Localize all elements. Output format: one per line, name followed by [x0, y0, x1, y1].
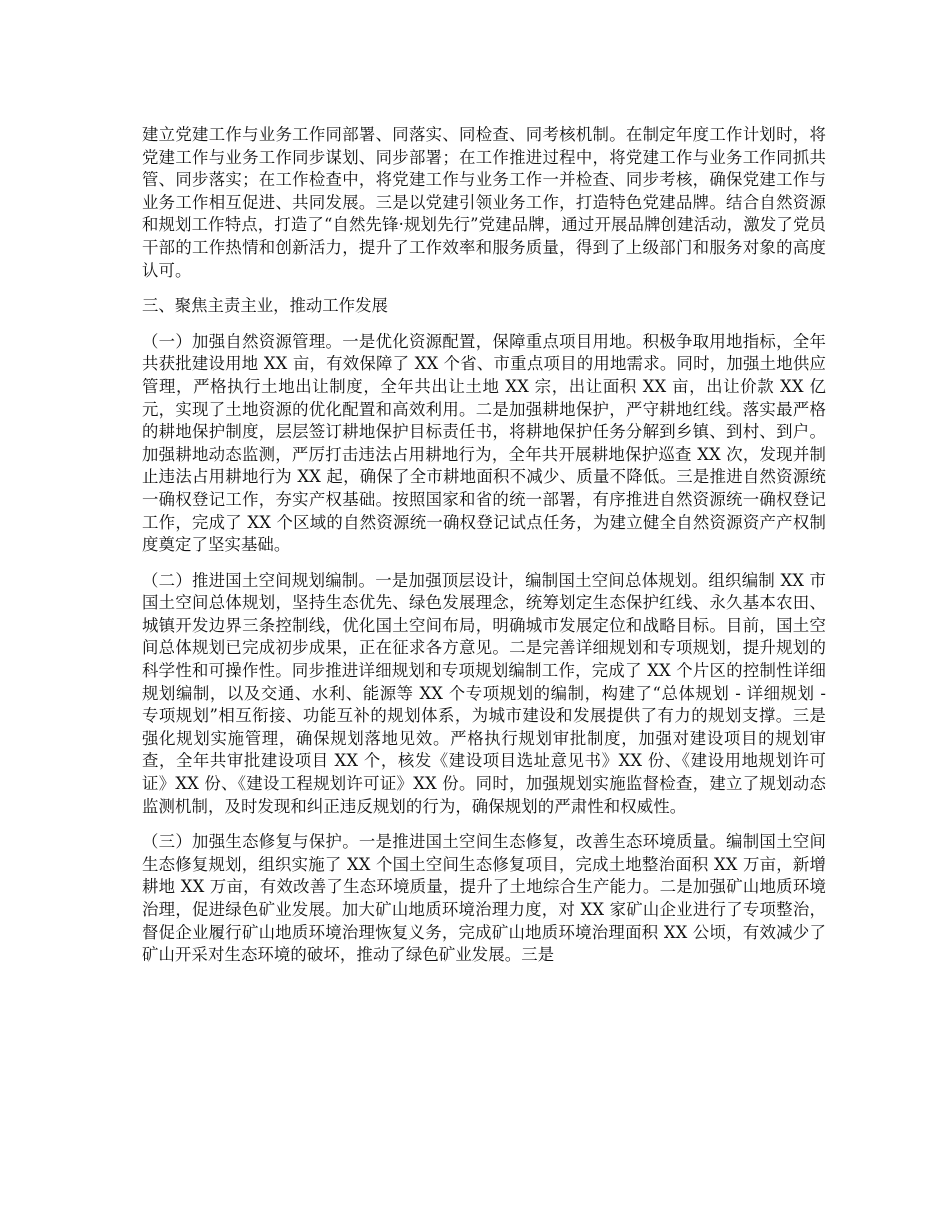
section-heading: 三、聚焦主责主业，推动工作发展	[142, 296, 388, 316]
document-page	[142, 124, 826, 980]
paragraph-natural-resources: （一）加强自然资源管理。一是优化资源配置，保障重点项目用地。积极争取用地指标，全年共获批建设用地 XX 亩，有效保障了 XX 个省、市重点项目的用地需求。同时，加强土地供应管理，严格执行土地出让制度，全年共出让土地 XX 宗，出让面积 XX 亩，出让价款 XX 亿元，实现了土地资源的优化配置和高效利用。二是加强耕地保护，严守耕地红线。落实最严格的耕地保护制度，层层签订耕地保护目标责任书，将耕地保护任务分解到乡镇、到村、到户。加强耕地动态监测，严厉打击违法占用耕地行为，全年共开展耕地保护巡查 XX 次，发现并制止违法占用耕地行为 XX 起，确保了全市耕地面积不减少、质量不降低。三是推进自然资源统一确权登记工作，夯实产权基础。按照国家和省的统一部署，有序推进自然资源统一确权登记工作，完成了 XX 个区域的自然资源统一确权登记试点任务，为建立健全自然资源资产产权制度奠定了坚实基础。	[142, 331, 826, 555]
paragraph-party-building: 建立党建工作与业务工作同部署、同落实、同检查、同考核机制。在制定年度工作计划时，将党建工作与业务工作同步谋划、同步部署；在工作推进过程中，将党建工作与业务工作同抓共管、同步落实；在工作检查中，将党建工作与业务工作一并检查、同步考核，确保党建工作与业务工作相互促进、共同发展。三是以党建引领业务工作，打造特色党建品牌。结合自然资源和规划工作特点，打造了“自然先锋·规划先行”党建品牌，通过开展品牌创建活动，激发了党员干部的工作热情和创新活力，提升了工作效率和服务质量，得到了上级部门和服务对象的高度认可。	[142, 125, 826, 280]
paragraph-ecological-restoration: （三）加强生态修复与保护。一是推进国土空间生态修复，改善生态环境质量。编制国土空间生态修复规划，组织实施了 XX 个国土空间生态修复项目，完成土地整治面积 XX 万亩，新增耕地 XX 万亩，有效改善了生态环境质量，提升了土地综合生产能力。二是加强矿山地质环境治理，促进绿色矿业发展。加大矿山地质环境治理力度，对 XX 家矿山企业进行了专项整治，督促企业履行矿山地质环境治理恢复义务，完成矿山地质环境治理面积 XX 公顷，有效减少了矿山开采对生态环境的破坏，推动了绿色矿业发展。三是	[142, 832, 826, 965]
paragraph-spatial-planning: （二）推进国土空间规划编制。一是加强顶层设计，编制国土空间总体规划。组织编制 XX 市国土空间总体规划，坚持生态优先、绿色发展理念，统筹划定生态保护红线、永久基本农田、城镇开发边界三条控制线，优化国土空间布局，明确城市发展定位和战略目标。目前，国土空间总体规划已完成初步成果，正在征求各方意见。二是完善详细规划和专项规划，提升规划的科学性和可操作性。同步推进详细规划和专项规划编制工作，完成了 XX 个片区的控制性详细规划编制，以及交通、水利、能源等 XX 个专项规划的编制，构建了“总体规划 - 详细规划 - 专项规划”相互衔接、功能互补的规划体系，为城市建设和发展提供了有力的规划支撑。三是强化规划实施管理，确保规划落地见效。严格执行规划审批制度，加强对建设项目的规划审查，全年共审批建设项目 XX 个，核发《建设项目选址意见书》XX 份、《建设用地规划许可证》XX 份、《建设工程规划许可证》XX 份。同时，加强规划实施监督检查，建立了规划动态监测机制，及时发现和纠正违反规划的行为，确保规划的严肃性和权威性。	[142, 570, 826, 816]
